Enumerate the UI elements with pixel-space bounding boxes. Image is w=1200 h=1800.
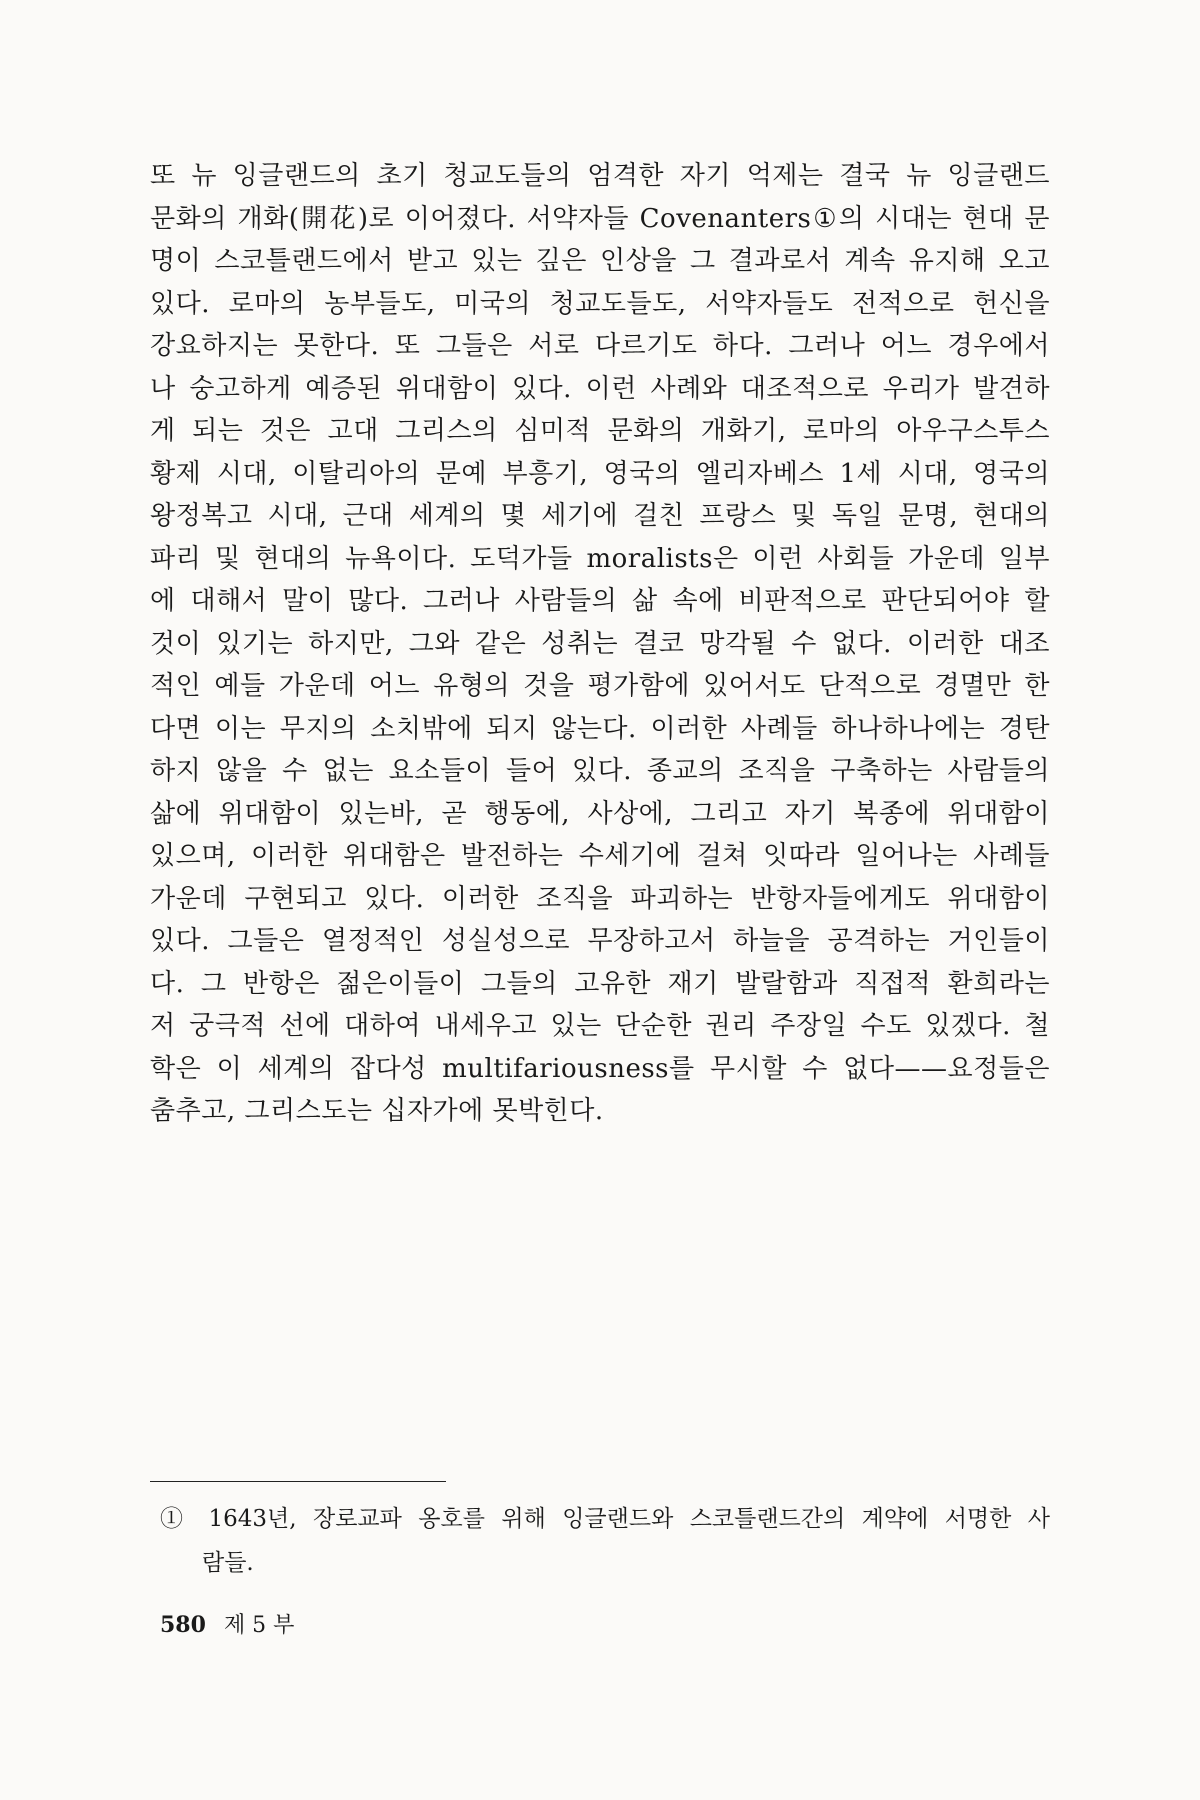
body-line: 삶에 위대함이 있는바, 곧 행동에, 사상에, 그리고 자기 복종에 위대함이 (150, 798, 1050, 829)
footnote-divider (150, 1481, 446, 1482)
body-line: 강요하지는 못한다. 또 그들은 서로 다르기도 하다. 그러나 어느 경우에서 (150, 331, 1050, 361)
body-line: 게 되는 것은 고대 그리스의 심미적 문화의 개화기, 로마의 아우구스투스 (150, 416, 1050, 446)
footnote (160, 1497, 1050, 1585)
body-text (150, 155, 1050, 1133)
body-line: 황제 시대, 이탈리아의 문예 부흥기, 영국의 엘리자베스 1세 시대, 영국의 (150, 458, 1050, 489)
body-line: 있다. 로마의 농부들도, 미국의 청교도들도, 서약자들도 전적으로 헌신을 (150, 288, 1050, 319)
body-line: 있다. 그들은 열정적인 성실성으로 무장하고서 하늘을 공격하는 거인들이 (150, 926, 1050, 956)
body-line: 것이 있기는 하지만, 그와 같은 성취는 결코 망각될 수 없다. 이러한 대조 (150, 628, 1050, 659)
body-line: 학은 이 세계의 잡다성 multifariousness를 무시할 수 없다——요정들은 (150, 1053, 1050, 1084)
body-line: 다. 그 반항은 젊은이들이 그들의 고유한 재기 발랄함과 직접적 환희라는 (150, 968, 1050, 999)
body-line: 문화의 개화(開花)로 이어졌다. 서약자들 Covenanters①의 시대는 현대 문 (150, 203, 1050, 234)
body-line: 하지 않을 수 없는 요소들이 들어 있다. 종교의 조직을 구축하는 사람들의 (150, 756, 1050, 786)
page-number: 580 (160, 1612, 206, 1638)
footnote-line-continuation: 람들. (202, 1550, 254, 1576)
page-footer (160, 1608, 294, 1639)
body-line: 왕정복고 시대, 근대 세계의 몇 세기에 걸친 프랑스 및 독일 문명, 현대의 (150, 501, 1050, 531)
body-line: 적인 예들 가운데 어느 유형의 것을 평가함에 있어서도 단적으로 경멸만 한 (150, 671, 1050, 701)
part-label: 제 5 부 (223, 1613, 295, 1638)
body-line: 나 숭고하게 예증된 위대함이 있다. 이런 사례와 대조적으로 우리가 발견하 (150, 373, 1050, 404)
body-line: 다면 이는 무지의 소치밖에 되지 않는다. 이러한 사례들 하나하나에는 경탄 (150, 713, 1050, 744)
body-line: 저 궁극적 선에 대하여 내세우고 있는 단순한 권리 주장일 수도 있겠다. 철 (150, 1011, 1050, 1041)
body-line-last: 춤추고, 그리스도는 십자가에 못박힌다. (150, 1096, 604, 1126)
footnote-line: ① 1643년, 장로교파 옹호를 위해 잉글랜드와 스코틀랜드간의 계약에 서명한 사 (160, 1506, 1050, 1532)
body-line: 있으며, 이러한 위대함은 발전하는 수세기에 걸쳐 잇따라 일어나는 사례들 (150, 841, 1050, 871)
body-line: 명이 스코틀랜드에서 받고 있는 깊은 인상을 그 결과로서 계속 유지해 오고 (150, 246, 1050, 276)
body-line: 파리 및 현대의 뉴욕이다. 도덕가들 moralists은 이런 사회들 가운데 일부 (150, 543, 1050, 574)
body-line: 에 대해서 말이 많다. 그러나 사람들의 삶 속에 비판적으로 판단되어야 할 (150, 586, 1050, 616)
body-line: 또 뉴 잉글랜드의 초기 청교도들의 엄격한 자기 억제는 결국 뉴 잉글랜드 (150, 161, 1050, 191)
body-line: 가운데 구현되고 있다. 이러한 조직을 파괴하는 반항자들에게도 위대함이 (150, 883, 1050, 914)
